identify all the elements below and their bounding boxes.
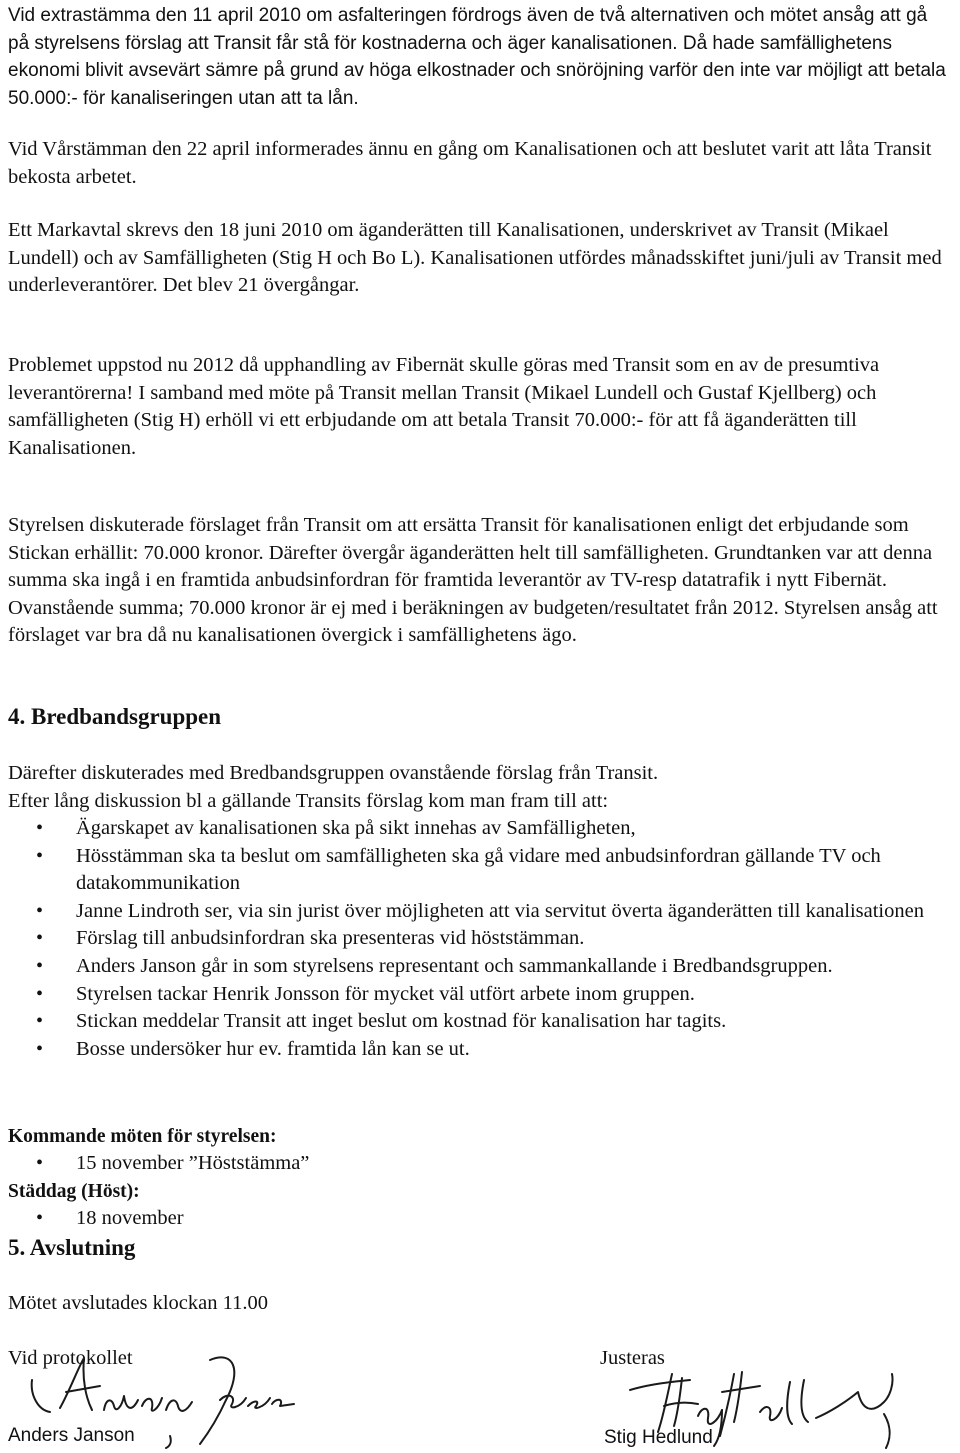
list-item: • Förslag till anbudsinfordran ska presenteras vid höststämman. (0, 925, 955, 953)
signature-left-label: Vid protokollet (8, 1347, 133, 1369)
list-item: • Styrelsen tackar Henrik Jonsson för mycket väl utfört arbete inom gruppen. (0, 981, 955, 1009)
list-item: • Stickan meddelar Transit att inget beslut om kostnad för kanalisation har tagits. (0, 1008, 955, 1036)
list-item: • Anders Janson går in som styrelsens representant och sammankallande i Bredbandsgruppen. (0, 953, 955, 981)
list-item: • Hösstämman ska ta beslut om samfälligheten ska gå vidare med anbudsinfordran gällande TV och datakommunikation (0, 843, 955, 898)
bredband-intro-2: Efter lång diskussion bl a gällande Transits förslag kom man fram till att: (8, 790, 609, 812)
paragraph-styrelsen-diskuterade: Styrelsen diskuterade förslaget från Transit om att ersätta Transit för kanalisationen enligt det erbjudande som Stickan erhällit: 70.000 kronor. Därefter övergår äganderätten helt till samfälligheten. Grundtanken var att denna summa ska ingå i en framtida anbudsinfordran för framtida leverantör av TV-resp datatrafik i nytt Fibernät. Ovanstående summa; 70.000 kronor är ej med i beräkningen av budgeten/resultatet från 2012. Styrelsen ansåg att förslaget var bra då nu kanalisationen övergick i samfällighetens ägo. (8, 514, 938, 646)
list-item: • Janne Lindroth ser, via sin jurist över möjligheten att via servitut överta äganderätten till kanalisationen (0, 898, 955, 926)
upcoming-meetings-heading: Kommande möten för styrelsen: (8, 1126, 277, 1147)
cleaning-day-list (0, 1205, 955, 1233)
closing-statement: Mötet avslutades klockan 11.00 (8, 1292, 268, 1314)
list-item: • 18 november (0, 1205, 955, 1233)
paragraph-extrastamma: Vid extrastämma den 11 april 2010 om asfalteringen fördrogs även de två alternativen och mötet ansåg att gå på styrelsens förslag att Transit får stå för kostnaderna och äger kanalisationen. Då hade samfällighetens ekonomi blivit avsevärt sämre på grund av höga elkostnader och snöröjning varför den inte var möjligt att betala 50.000:- för kanaliseringen utan att ta lån. (8, 5, 946, 109)
signature-right-name: Stig Hedlund (604, 1427, 713, 1448)
section-heading-avslutning: 5. Avslutning (8, 1235, 136, 1260)
section-heading-bredbandsgruppen: 4. Bredbandsgruppen (8, 704, 222, 729)
list-item: • Bosse undersöker hur ev. framtida lån kan se ut. (0, 1036, 955, 1064)
list-item: • 15 november ”Höststämma” (0, 1150, 955, 1178)
paragraph-problemet: Problemet uppstod nu 2012 då upphandling av Fibernät skulle göras med Transit som en av de presumtiva leverantörerna! I samband med möte på Transit mellan Transit (Mikael Lundell och Gustaf Kjellberg) och samfälligheten (Stig H) erhöll vi ett erbjudande om att betala Transit 70.000:- för att få äganderätten till Kanalisationen. (8, 354, 880, 459)
bredband-bullet-list (0, 815, 955, 1063)
signature-right-label: Justeras (600, 1347, 665, 1369)
paragraph-markavtal: Ett Markavtal skrevs den 18 juni 2010 om äganderätten till Kanalisationen, underskrivet av Transit (Mikael Lundell) och av Samfälligheten (Stig H och Bo L). Kanalisationen utfördes månadsskiftet juni/juli av Transit med underleverantörer. Det blev 21 övergångar. (8, 219, 942, 296)
signature-left-name: Anders Janson (8, 1425, 135, 1446)
upcoming-meetings-list (0, 1150, 955, 1178)
bredband-intro-1: Därefter diskuterades med Bredbandsgruppen ovanstående förslag från Transit. (8, 762, 659, 784)
cleaning-day-heading: Städdag (Höst): (8, 1181, 140, 1202)
list-item: • Ägarskapet av kanalisationen ska på sikt innehas av Samfälligheten, (0, 815, 955, 843)
paragraph-varstamma: Vid Vårstämman den 22 april informerades ännu en gång om Kanalisationen och att beslutet varit att låta Transit bekosta arbetet. (8, 138, 932, 188)
